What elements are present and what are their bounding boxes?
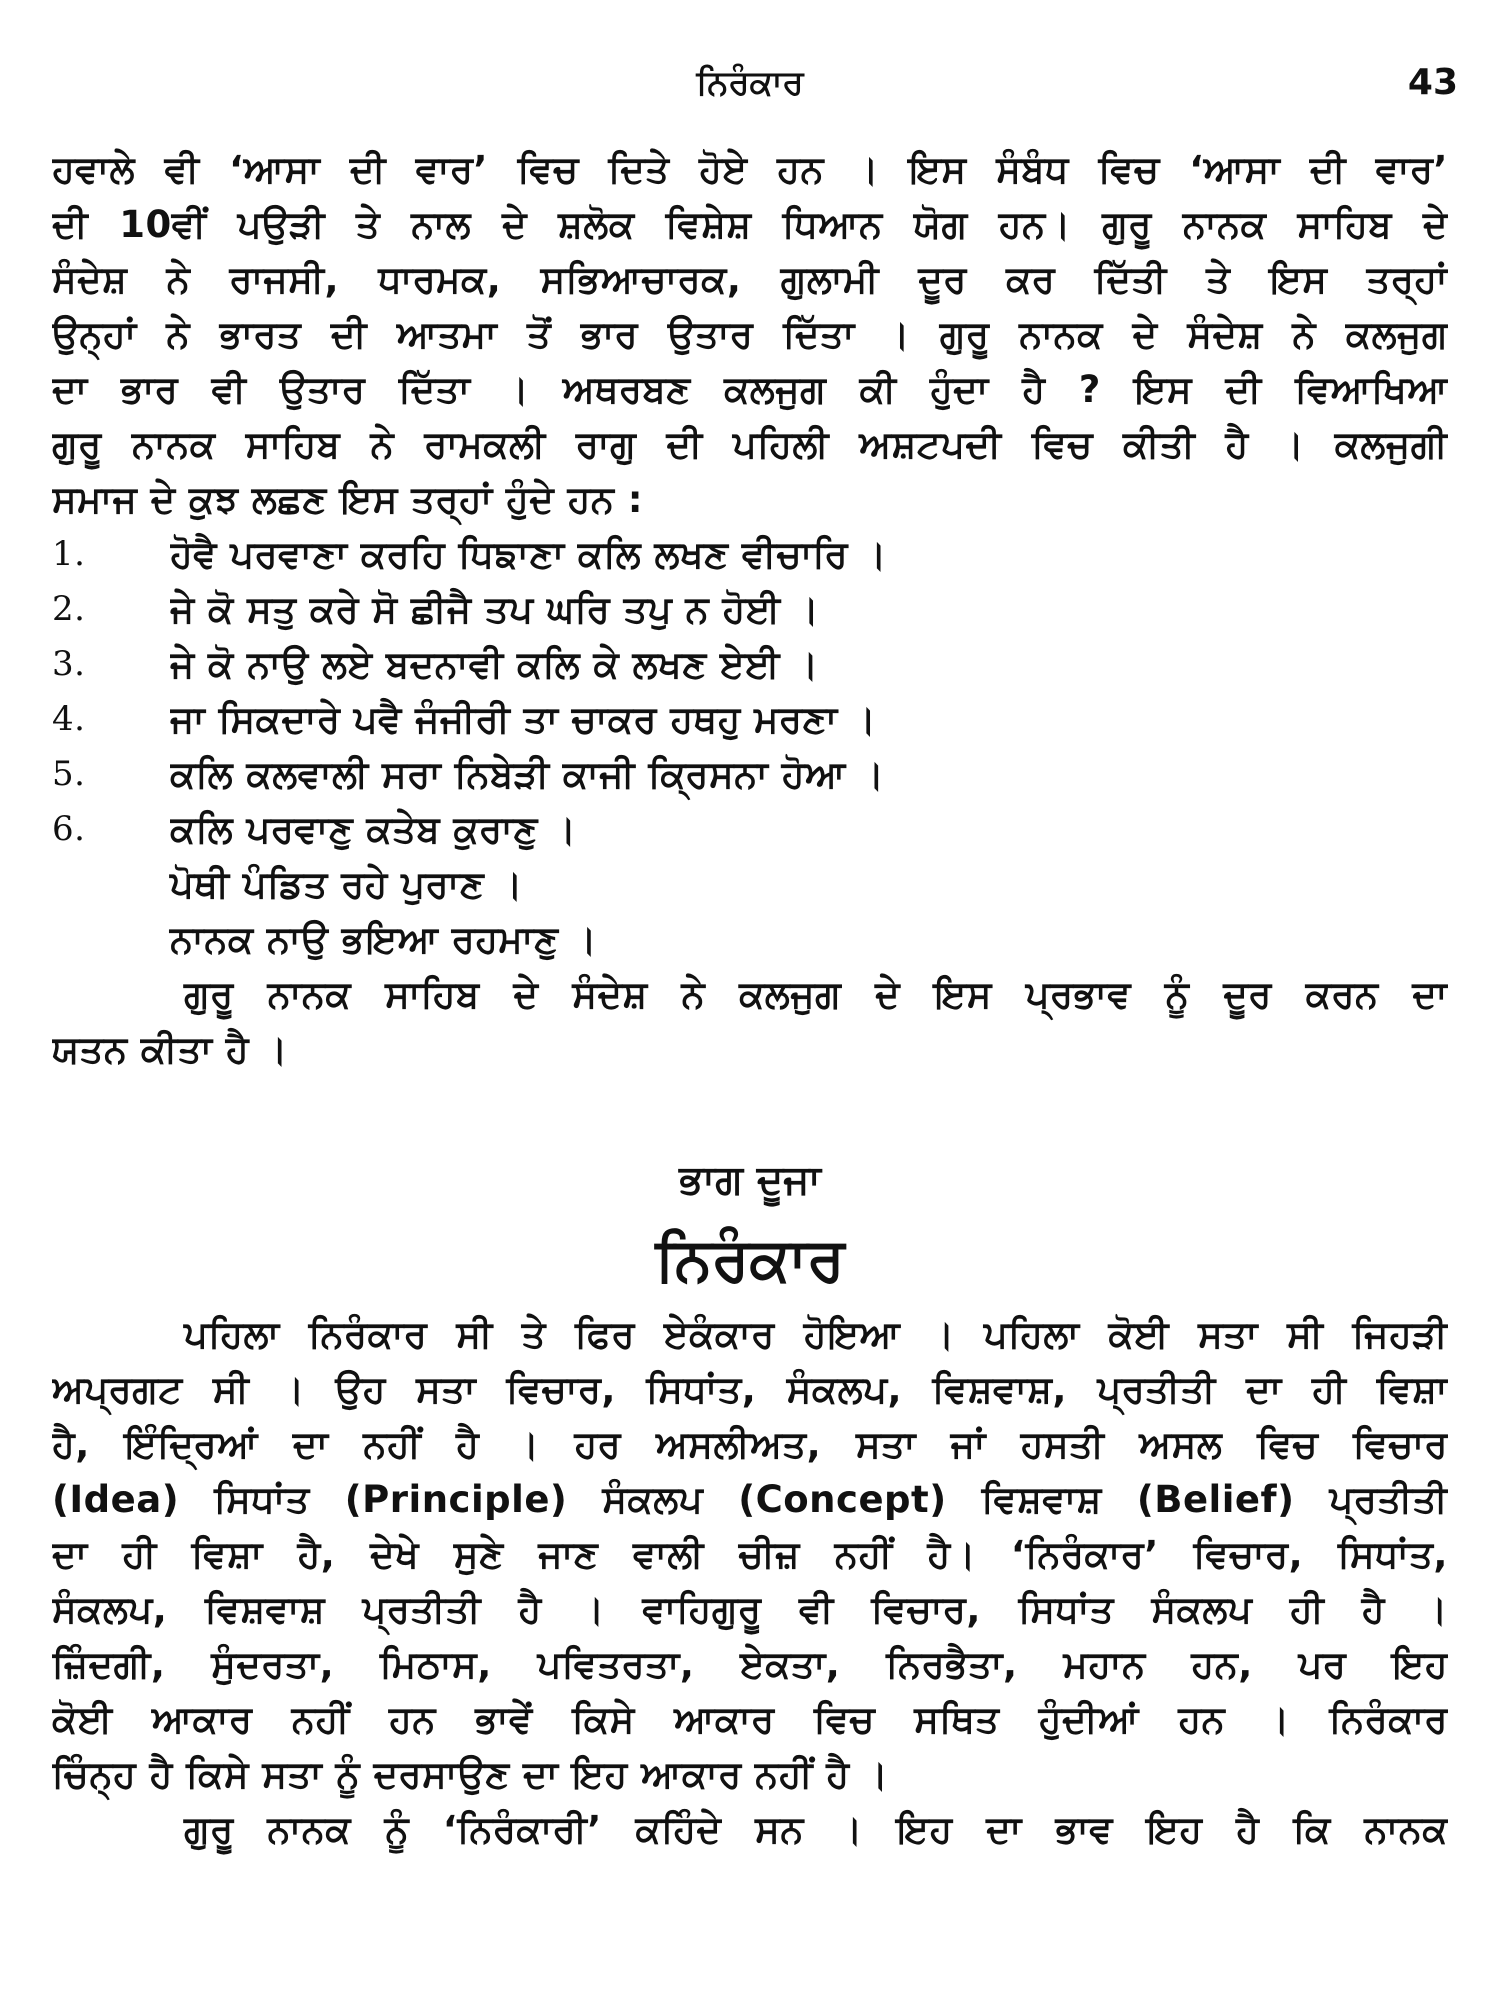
text-line: ਹੈ, ਇੰਦ੍ਰਿਆਂ ਦਾ ਨਹੀਂ ਹੈ । ਹਰ ਅਸਲੀਅਤ, ਸਤਾ ਜਾਂ ਹਸਤੀ ਅਸਲ ਵਿਚ ਵਿਚਾਰ (52, 1423, 1448, 1466)
text-line: ਦਾ ਹੀ ਵਿਸ਼ਾ ਹੈ, ਦੇਖੇ ਸੁਣੇ ਜਾਣ ਵਾਲੀ ਚੀਜ਼ ਨਹੀਂ ਹੈ। ‘ਨਿਰੰਕਾਰ’ ਵਿਚਾਰ, ਸਿਧਾਂਤ, (52, 1533, 1448, 1576)
text-line: ਚਿੰਨ੍ਹ ਹੈ ਕਿਸੇ ਸਤਾ ਨੂੰ ਦਰਸਾਉਣ ਦਾ ਇਹ ਆਕਾਰ ਨਹੀਂ ਹੈ । (52, 1753, 889, 1796)
text-line: (Idea) ਸਿਧਾਂਤ (Principle) ਸੰਕਲਪ (Concept) ਵਿਸ਼ਵਾਸ਼ (Belief) ਪ੍ਰਤੀਤੀ (52, 1478, 1448, 1521)
section-label: ਭਾਗ ਦੂਜਾ (679, 1157, 821, 1203)
text-line: ਗੁਰੂ ਨਾਨਕ ਸਾਹਿਬ ਦੇ ਸੰਦੇਸ਼ ਨੇ ਕਲਜੁਗ ਦੇ ਇਸ ਪ੍ਰਭਾਵ ਨੂੰ ਦੂਰ ਕਰਨ ਦਾ (184, 973, 1448, 1016)
verse-item (52, 747, 1448, 802)
verse-item (52, 527, 1448, 582)
text-line: ਹਵਾਲੇ ਵੀ ‘ਆਸਾ ਦੀ ਵਾਰ’ ਵਿਚ ਦਿਤੇ ਹੋਏ ਹਨ । ਇਸ ਸੰਬੰਧ ਵਿਚ ‘ਆਸਾ ਦੀ ਵਾਰ’ (52, 148, 1448, 191)
text-line: ਯਤਨ ਕੀਤਾ ਹੈ । (52, 1028, 288, 1071)
verse-item (52, 582, 1448, 637)
verse-text: ਜੇ ਕੋ ਨਾਉ ਲਏ ਬਦਨਾਵੀ ਕਲਿ ਕੇ ਲਖਣ ਏਈ । (170, 643, 819, 686)
verse-number: 4. (52, 699, 86, 739)
text-line: ਗੁਰੂ ਨਾਨਕ ਸਾਹਿਬ ਨੇ ਰਾਮਕਲੀ ਰਾਗੁ ਦੀ ਪਹਿਲੀ ਅਸ਼ਟਪਦੀ ਵਿਚ ਕੀਤੀ ਹੈ । ਕਲਜੁਗੀ (52, 423, 1448, 466)
verse-text: ਜਾ ਸਿਕਦਾਰੇ ਪਵੈ ਜੰਜੀਰੀ ਤਾ ਚਾਕਰ ਹਥਹੁ ਮਰਣਾ । (170, 698, 877, 741)
text-line: ਗੁਰੂ ਨਾਨਕ ਨੂੰ ‘ਨਿਰੰਕਾਰੀ’ ਕਹਿੰਦੇ ਸਨ । ਇਹ ਦਾ ਭਾਵ ਇਹ ਹੈ ਕਿ ਨਾਨਕ (184, 1808, 1448, 1851)
chapter-title: ਨਿਰੰਕਾਰ (655, 1225, 845, 1295)
verse-item (52, 637, 1448, 692)
text-line: ਅਪ੍ਰਗਟ ਸੀ । ਉਹ ਸਤਾ ਵਿਚਾਰ, ਸਿਧਾਂਤ, ਸੰਕਲਪ, ਵਿਸ਼ਵਾਸ਼, ਪ੍ਰਤੀਤੀ ਦਾ ਹੀ ਵਿਸ਼ਾ (52, 1368, 1448, 1411)
intro-passage (52, 142, 1448, 1077)
text-line: ਉਨ੍ਹਾਂ ਨੇ ਭਾਰਤ ਦੀ ਆਤਮਾ ਤੋਂ ਭਾਰ ਉਤਾਰ ਦਿੱਤਾ । ਗੁਰੂ ਨਾਨਕ ਦੇ ਸੰਦੇਸ਼ ਨੇ ਕਲਜੁਗ (52, 313, 1448, 356)
verse-number: 5. (52, 754, 86, 794)
text-line: ਸਮਾਜ ਦੇ ਕੁਝ ਲਛਣ ਇਸ ਤਰ੍ਹਾਂ ਹੁੰਦੇ ਹਨ : (52, 478, 644, 521)
page-number: 43 (1407, 62, 1458, 103)
verse-item (52, 802, 1448, 857)
text-line: ਸੰਦੇਸ਼ ਨੇ ਰਾਜਸੀ, ਧਾਰਮਕ, ਸਭਿਆਚਾਰਕ, ਗੁਲਾਮੀ ਦੂਰ ਕਰ ਦਿੱਤੀ ਤੇ ਇਸ ਤਰ੍ਹਾਂ (52, 258, 1448, 301)
verse-text: ਜੇ ਕੋ ਸਤੁ ਕਰੇ ਸੋ ਛੀਜੈ ਤਪ ਘਰਿ ਤਪੁ ਨ ਹੋਈ । (170, 588, 820, 631)
verse-continuation: ਪੋਥੀ ਪੰਡਿਤ ਰਹੇ ਪੁਰਾਣ । (170, 863, 524, 906)
verse-item (52, 692, 1448, 747)
verse-continuation: ਨਾਨਕ ਨਾਉ ਭਇਆ ਰਹਮਾਣੁ । (170, 918, 598, 961)
text-line: ਕੋਈ ਆਕਾਰ ਨਹੀਂ ਹਨ ਭਾਵੇਂ ਕਿਸੇ ਆਕਾਰ ਵਿਚ ਸਥਿਤ ਹੁੰਦੀਆਂ ਹਨ । ਨਿਰੰਕਾਰ (52, 1698, 1448, 1741)
text-line: ਦਾ ਭਾਰ ਵੀ ਉਤਾਰ ਦਿੱਤਾ । ਅਥਰਬਣ ਕਲਜੁਗ ਕੀ ਹੁੰਦਾ ਹੈ ? ਇਸ ਦੀ ਵਿਆਖਿਆ (52, 368, 1448, 411)
text-line: ਦੀ 10ਵੀਂ ਪਉੜੀ ਤੇ ਨਾਲ ਦੇ ਸ਼ਲੋਕ ਵਿਸ਼ੇਸ਼ ਧਿਆਨ ਯੋਗ ਹਨ। ਗੁਰੂ ਨਾਨਕ ਸਾਹਿਬ ਦੇ (52, 203, 1448, 246)
text-line: ਸੰਕਲਪ, ਵਿਸ਼ਵਾਸ਼ ਪ੍ਰਤੀਤੀ ਹੈ । ਵਾਹਿਗੁਰੂ ਵੀ ਵਿਚਾਰ, ਸਿਧਾਂਤ ਸੰਕਲਪ ਹੀ ਹੈ । (52, 1588, 1448, 1631)
chapter-passage (52, 1307, 1448, 1857)
verse-number: 3. (52, 644, 86, 684)
verse-text: ਕਲਿ ਕਲਵਾਲੀ ਸਰਾ ਨਿਬੇੜੀ ਕਾਜੀ ਕ੍ਰਿਸਨਾ ਹੋਆ । (170, 753, 885, 796)
verse-text: ਕਲਿ ਪਰਵਾਣੁ ਕਤੇਬ ਕੁਰਾਣੁ । (170, 808, 577, 851)
text-line: ਪਹਿਲਾ ਨਿਰੰਕਾਰ ਸੀ ਤੇ ਫਿਰ ਏਕੰਕਾਰ ਹੋਇਆ । ਪਹਿਲਾ ਕੋਈ ਸਤਾ ਸੀ ਜਿਹੜੀ (184, 1313, 1448, 1356)
verse-number: 6. (52, 809, 86, 849)
verse-number: 1. (52, 534, 86, 574)
running-title: ਨਿਰੰਕਾਰ (696, 63, 804, 103)
text-line: ਜ਼ਿੰਦਗੀ, ਸੁੰਦਰਤਾ, ਮਿਠਾਸ, ਪਵਿਤਰਤਾ, ਏਕਤਾ, ਨਿਰਭੈਤਾ, ਮਹਾਨ ਹਨ, ਪਰ ਇਹ (52, 1643, 1448, 1686)
verse-number: 2. (52, 589, 86, 629)
verse-text: ਹੋਵੈ ਪਰਵਾਣਾ ਕਰਹਿ ਧਿਙਾਣਾ ਕਲਿ ਲਖਣ ਵੀਚਾਰਿ । (170, 533, 887, 576)
